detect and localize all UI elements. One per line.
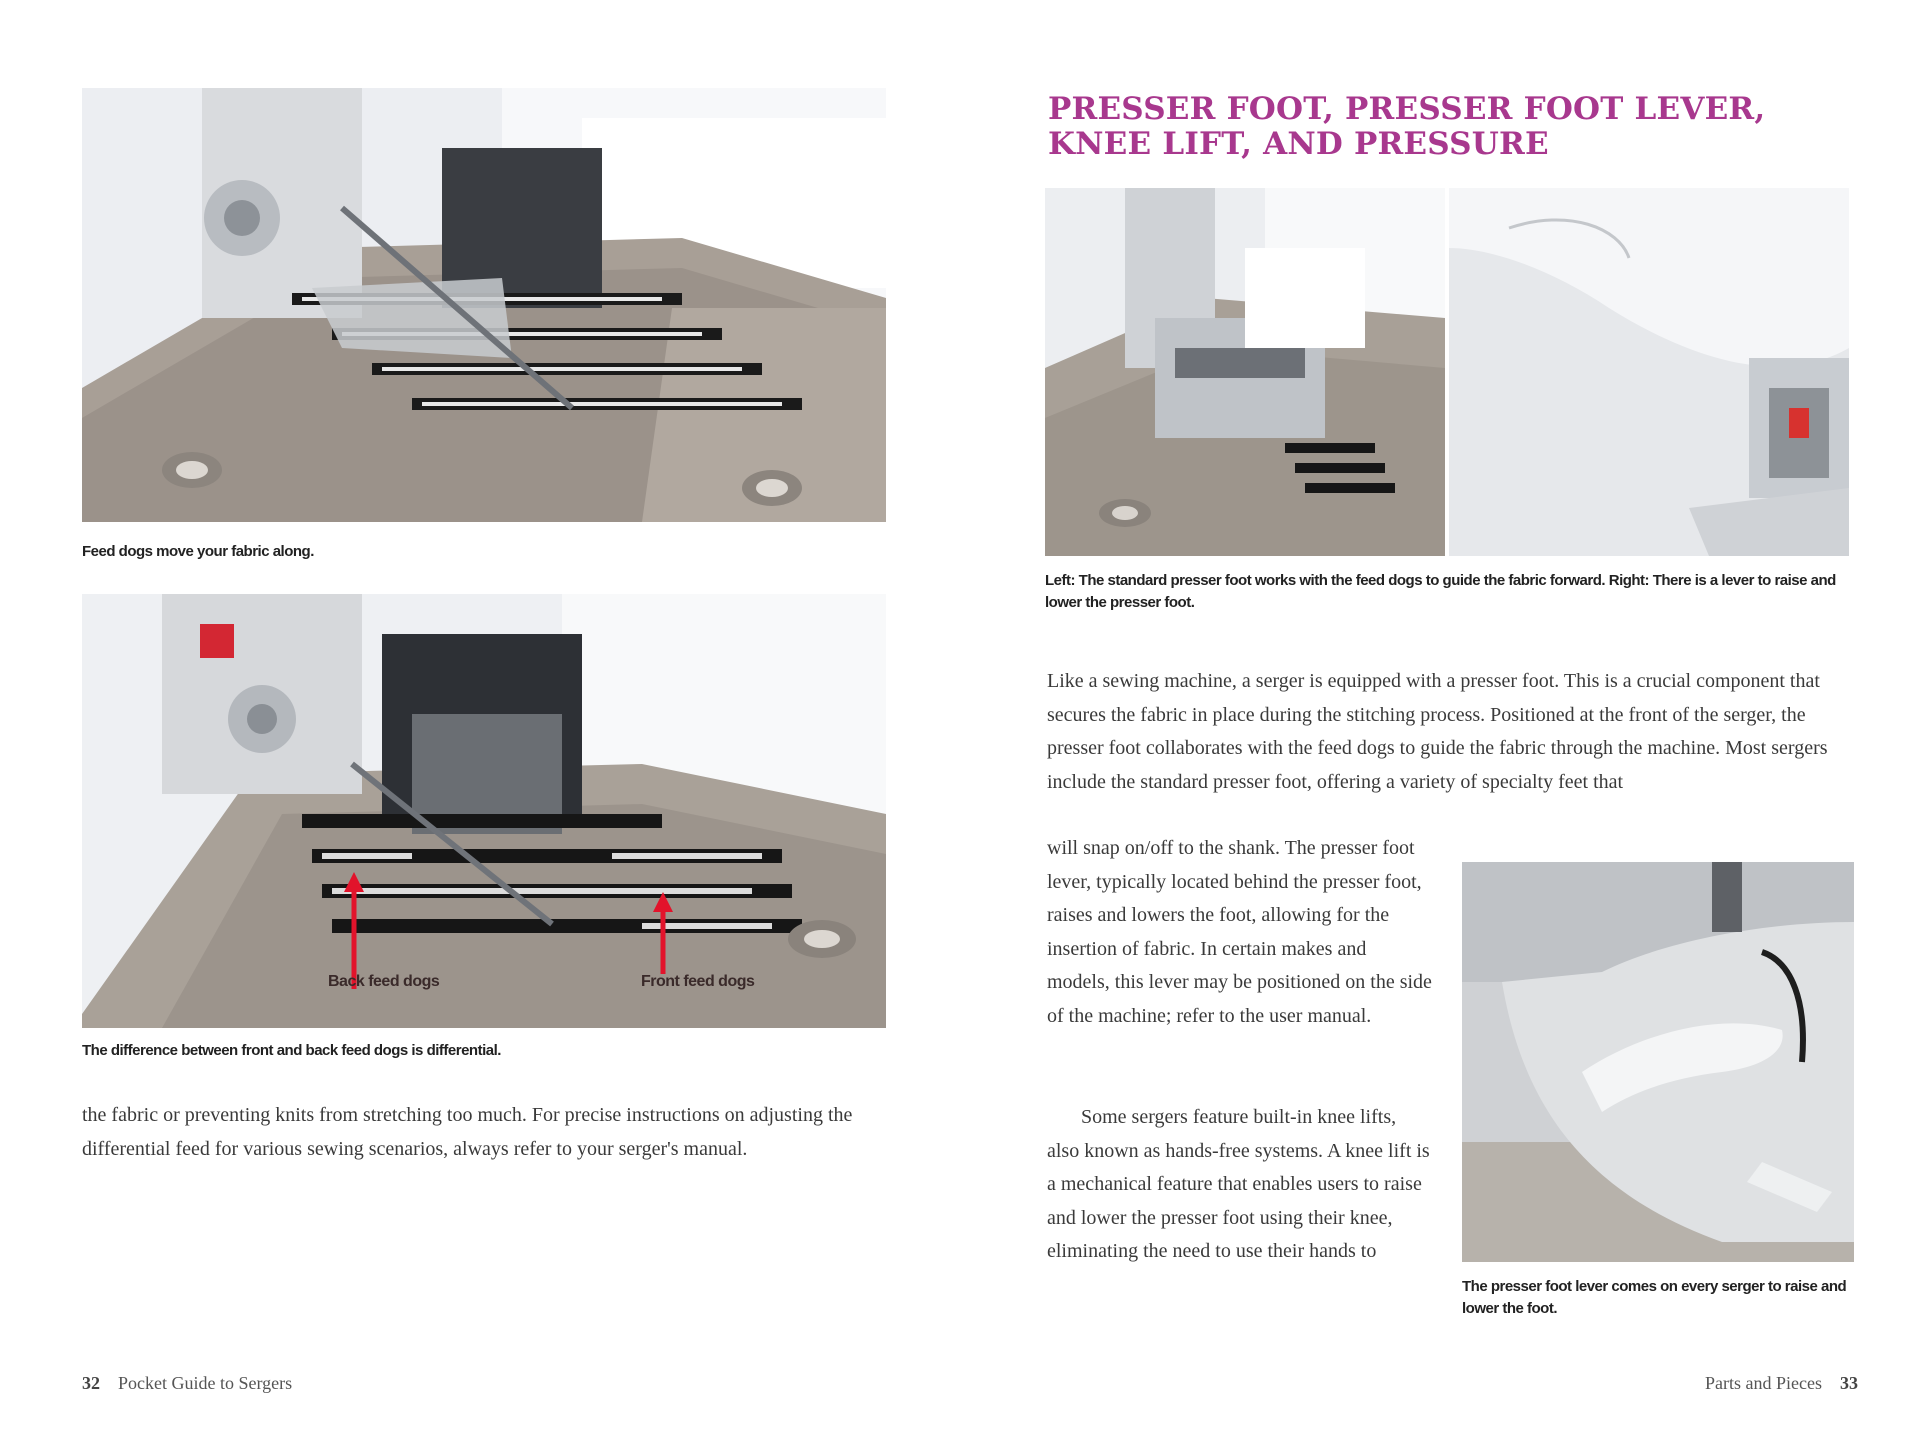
- lever-closeup-caption: The presser foot lever comes on every serger to raise and lower the foot.: [1462, 1278, 1847, 1317]
- differential-caption: The difference between front and back feed dogs is differential.: [82, 1042, 501, 1059]
- differential-feed-photo: [82, 594, 886, 1028]
- right-running-head: Parts and Pieces: [1705, 1373, 1822, 1393]
- presser-foot-photos-caption: Left: The standard presser foot works with the feed dogs to guide the fabric forward. Right: There is a lever to raise and lower the presser foot.: [1045, 572, 1836, 611]
- presser-foot-lever-closeup-photo: [1462, 862, 1854, 1262]
- right-body-para1-continued: will snap on/off to the shank. The presser foot lever, typically located behind the presser foot, raises and lowers the foot, allowing for the insertion of fabric. In certain makes and models, this lever may be positioned on the side of the machine; refer to the user manual.: [1047, 837, 1432, 1027]
- right-folio: [1705, 1373, 1858, 1394]
- section-heading: PRESSER FOOT, PRESSER FOOT LEVER, KNEE LIFT, AND PRESSURE: [1048, 91, 1766, 162]
- front-feed-dogs-label: Front feed dogs: [641, 973, 755, 990]
- presser-foot-lever-photo: [1449, 188, 1849, 556]
- left-running-head: Pocket Guide to Sergers: [118, 1373, 293, 1393]
- right-body-para1: Like a sewing machine, a serger is equipped with a presser foot. This is a crucial component that secures the fabric in place during the stitching process. Positioned at the front of the serger, the presser foot collaborates with the feed dogs to guide the fabric through the machine. Most sergers include the standard presser foot, offering a variety of specialty feet that: [1047, 670, 1828, 793]
- right-body-para2: Some sergers feature built-in knee lifts, also known as hands-free systems. A knee lift is a mechanical feature that enables users to raise and lower the presser foot using their knee, eliminating the need to use their hands to: [1047, 1106, 1430, 1262]
- standard-presser-foot-photo: [1045, 188, 1445, 556]
- right-page-number: 33: [1840, 1373, 1858, 1393]
- left-page-number: 32: [82, 1373, 100, 1393]
- feed-dogs-photo: [82, 88, 886, 522]
- left-body-text: the fabric or preventing knits from stretching too much. For precise instructions on adjusting the differential feed for various sewing scenarios, always refer to your serger's manual.: [82, 1104, 853, 1160]
- back-feed-dogs-label: Back feed dogs: [328, 973, 440, 990]
- left-folio: [82, 1373, 292, 1394]
- feed-dogs-caption: Feed dogs move your fabric along.: [82, 543, 314, 560]
